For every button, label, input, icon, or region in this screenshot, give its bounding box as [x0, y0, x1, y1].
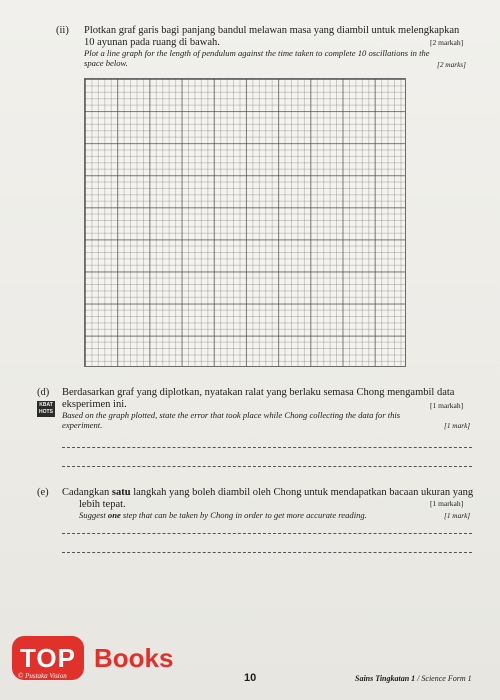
question-d-label: (d) — [37, 387, 50, 398]
question-e-text-english — [79, 510, 367, 520]
question-text-english: Plot a line graph for the length of pendulum against the time taken to complete 10 oscillations in the — [84, 48, 430, 58]
question-e-malay-post: langkah yang boleh diambil oleh Chong untuk mendapatkan bacaan ukuran yang — [130, 487, 474, 498]
question-d-text-english-cont: experiment. — [62, 420, 103, 430]
question-e-malay-bold: satu — [111, 487, 131, 498]
subject-english: / Science Form 1 — [415, 674, 472, 683]
question-d-text-english: Based on the graph plotted, state the error that took place while Chong collecting the data for this — [62, 410, 401, 420]
question-text-malay-cont: 10 ayunan pada ruang di bawah. — [84, 37, 220, 48]
hots-badge — [37, 401, 55, 417]
answer-line[interactable] — [62, 552, 472, 553]
question-text-english-cont: space below. — [84, 58, 128, 68]
question-d-text-malay-cont: eksperimen ini. — [62, 399, 127, 410]
question-number: (ii) — [56, 25, 69, 36]
subject-malay: Sains Tingkatan 1 — [355, 674, 416, 683]
question-e-marks-english: [1 mark] — [444, 511, 471, 520]
question-e-text-malay — [62, 487, 473, 499]
hots-badge-line1: KBAT — [39, 402, 53, 408]
question-text-malay: Plotkan graf garis bagi panjang bandul melawan masa yang diambil untuk melengkapkan — [84, 25, 460, 36]
question-e-english-post: step that can be taken by Chong in order to get more accurate reading. — [120, 510, 367, 520]
page-number: 10 — [244, 672, 257, 684]
question-d-marks-malay: [1 markah] — [430, 401, 464, 410]
question-e-marks-malay: [1 markah] — [430, 499, 464, 508]
answer-line[interactable] — [62, 466, 472, 467]
hots-badge-line2: HOTS — [39, 409, 53, 415]
question-e-text-malay-cont: lebih tepat. — [79, 499, 126, 510]
publisher-credit: © Pustaka Vision — [18, 672, 67, 680]
subject-title — [355, 674, 472, 683]
question-d-text-malay: Berdasarkan graf yang diplotkan, nyatakan ralat yang berlaku semasa Chong mengambil data — [62, 387, 455, 398]
question-d-marks-english: [1 mark] — [444, 421, 471, 430]
marks-malay: [2 markah] — [430, 38, 464, 47]
question-e-english-bold: one — [107, 510, 121, 520]
answer-line[interactable] — [62, 447, 472, 448]
marks-english: [2 marks] — [437, 60, 466, 69]
question-e-malay-pre: Cadangkan — [62, 487, 112, 498]
logo-books-text: Books — [94, 643, 174, 673]
graph-paper-area[interactable] — [84, 78, 406, 367]
question-e-label: (e) — [37, 487, 49, 498]
question-e-english-pre: Suggest — [79, 510, 108, 520]
logo-top-badge: TOP — [12, 636, 84, 680]
answer-line[interactable] — [62, 533, 472, 534]
